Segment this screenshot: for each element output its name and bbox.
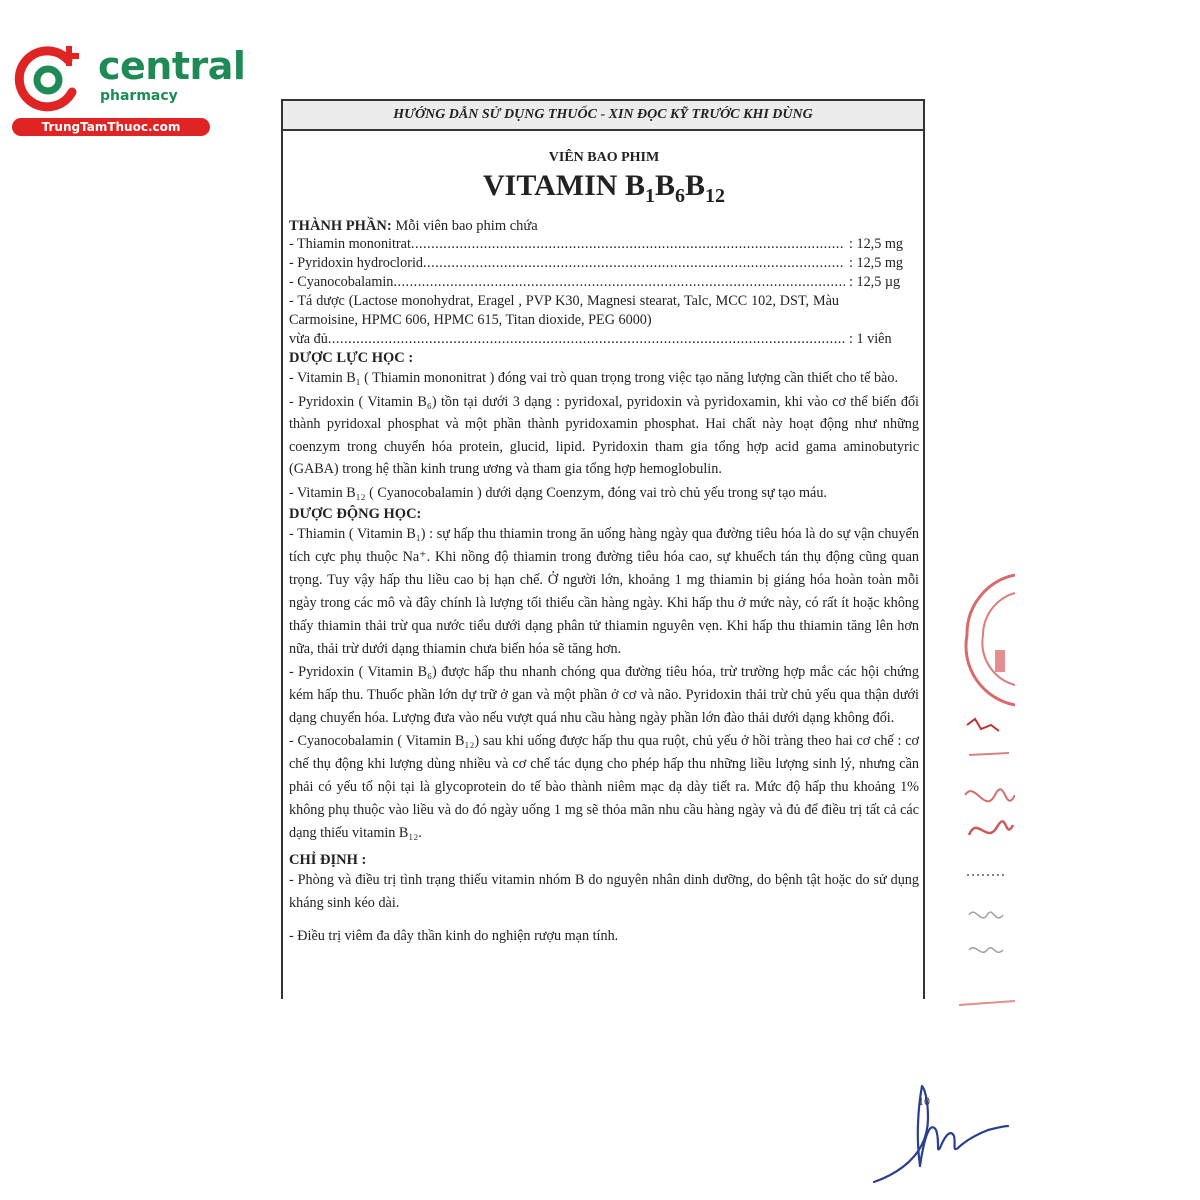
indications-p2: - Điều trị viêm đa dây thần kinh do nghiện rượu mạn tính. — [289, 928, 619, 944]
brand-website[interactable]: TrungTamThuoc.com — [12, 118, 210, 136]
brand-name: central — [98, 44, 246, 88]
ingredient-row: - Thiamin mononitrat ..... : 12,5 mg — [289, 235, 919, 254]
red-seal-stamp-icon — [955, 555, 1015, 1035]
page-number: 10 — [918, 1094, 930, 1108]
pharmacokinetics-p3: - Cyanocobalamin ( Vitamin B₁₂) sau khi uống được hấp thu qua ruột, chủ yếu ở hồi tràng theo hai cơ chế : cơ chế thụ động khi lượng dùng nhiều và cơ chế tác dụng cho phép hấp thu những liều lượng sinh lý, nhưng cần phải có yếu tố nội tại là glycoprotein do tế bào thành niêm mạc dạ dày tiết ra. Mức độ hấp thu khoảng 1% không phụ thuộc vào liều và do đó ngày uống 1 mg sẽ thỏa mãn nhu cầu hàng ngày và đủ để điều trị tất cả các dạng thiếu vitamin B₁₂. — [289, 733, 919, 841]
pharmacy-cross-logo-icon — [10, 40, 90, 118]
excipients-text: - Tá dược (Lactose monohydrat, Eragel , PVP K30, Magnesi stearat, Talc, MCC 102, DST, Màu Carmoisine, HPMC 606, HPMC 615, Titan dioxide, PEG 6000) — [289, 293, 839, 328]
pharmacokinetics-p1: - Thiamin ( Vitamin B₁) : sự hấp thu thiamin trong ăn uống hàng ngày qua đường tiêu hóa là do sự vận chuyển tích cực phụ thuộc Na⁺. Khi nồng độ thiamin trong đường tiêu hóa cao, sự khuếch tán thụ động cũng quan trọng. Tuy vậy hấp thu liều cao bị hạn chế. Ở người lớn, khoảng 1 mg thiamin bị giáng hóa hoàn toàn mỗi ngày trong các mô và đây chính là lượng tối thiểu cần hàng ngày. Khi hấp thu ở mức này, có rất ít hoặc không thấy thiamin thải trừ qua nước tiểu dưới dạng phân tử thiamin nguyên vẹn. Khi hấp thu thiamin tăng lên hơn nữa, thải trừ dưới dạng thiamin chưa biến hóa sẽ tăng hơn. — [289, 526, 919, 657]
composition-heading: THÀNH PHẦN: Mỗi viên bao phim chứa — [289, 218, 538, 234]
brand-tagline: pharmacy — [100, 88, 178, 104]
leaflet-page — [281, 99, 925, 999]
handwritten-signature-icon — [868, 1078, 1018, 1190]
pharmacodynamics-p2: - Pyridoxin ( Vitamin B₆) tồn tại dưới 3 dạng : pyridoxal, pyridoxin và pyridoxamin, khi vào cơ thể biến đổi thành pyridoxal phosphat và một phần thành pyridoxamin phosphat. Hai chất này hoạt động như những coenzym trong chuyển hóa protein, glucid, lipid. Pyridoxin tham gia tổng hợp acid gama aminobutyric (GABA) trong hệ thần kinh trung ương và tham gia tổng hợp hemoglobulin. — [289, 393, 919, 477]
pharmacodynamics-heading: DƯỢC LỰC HỌC : — [289, 350, 414, 366]
pharmacokinetics-p2: - Pyridoxin ( Vitamin B₆) được hấp thu nhanh chóng qua đường tiêu hóa, trừ trường hợp mắc các hội chứng kém hấp thu. Thuốc phần lớn dự trữ ở gan và một phần ở cơ và não. Pyridoxin thải trừ chủ yếu qua thận dưới dạng chuyển hóa. Lượng đưa vào nếu vượt quá nhu cầu hàng ngày phần lớn đào thải dưới dạng không đổi. — [289, 664, 919, 726]
ingredient-row: - Cyanocobalamin ..... : 12,5 µg — [289, 273, 919, 292]
pharmacodynamics-p1: - Vitamin B₁ ( Thiamin mononitrat ) đóng vai trò quan trọng trong việc tạo năng lượng cần thiết cho tế bào. — [289, 370, 898, 386]
indications-heading: CHỈ ĐỊNH : — [289, 852, 367, 868]
excipients-qs-row: vừa đủ ..... : 1 viên — [289, 330, 919, 349]
dosage-form: VIÊN BAO PHIM — [548, 150, 660, 165]
ingredient-row: - Pyridoxin hydroclorid ..... : 12,5 mg — [289, 254, 919, 273]
brand-logo — [10, 38, 246, 138]
leaflet-header: HƯỚNG DẪN SỬ DỤNG THUỐC - XIN ĐỌC KỸ TRƯỚC KHI DÙNG — [283, 101, 923, 131]
pharmacokinetics-heading: DƯỢC ĐỘNG HỌC: — [289, 506, 422, 522]
product-title: VITAMIN $B_1B_6B_{12}$ — [483, 169, 725, 207]
indications-p1: - Phòng và điều trị tình trạng thiếu vitamin nhóm B do nguyên nhân dinh dưỡng, do bệnh tật hoặc do sử dụng kháng sinh kéo dài. — [289, 872, 919, 911]
pharmacodynamics-p3: - Vitamin B₁₂ ( Cyanocobalamin ) dưới dạng Coenzym, đóng vai trò chủ yếu trong sự tạo máu. — [289, 484, 827, 501]
leaflet-body — [283, 131, 923, 948]
